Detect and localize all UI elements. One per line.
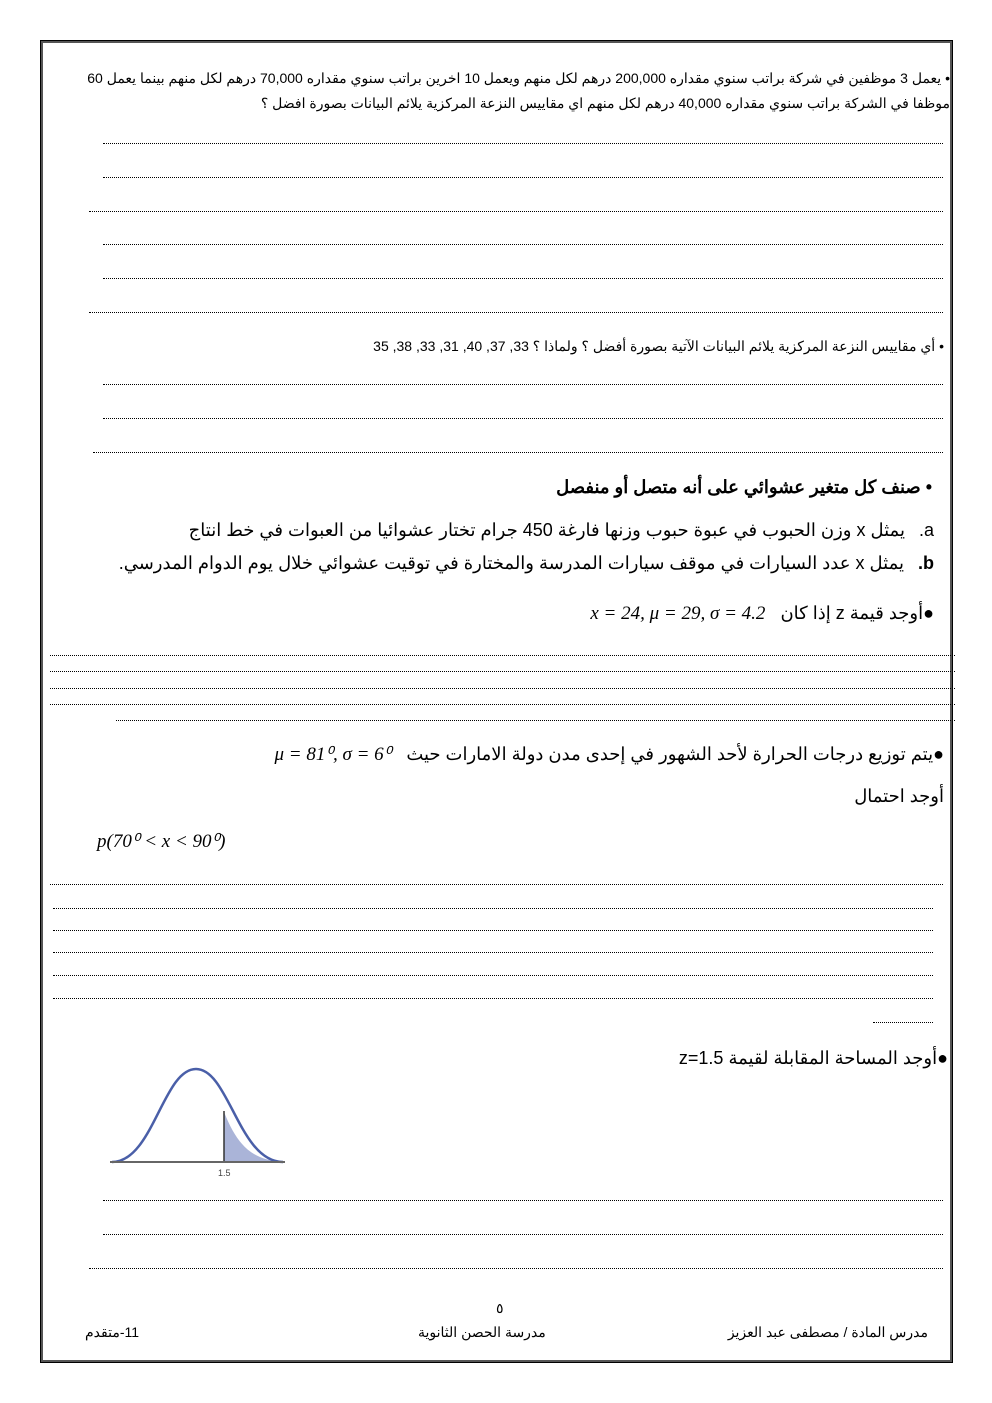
z-tick-label: 1.5	[218, 1168, 231, 1178]
answer-line	[50, 688, 955, 689]
answer-line	[53, 975, 933, 976]
answer-line	[89, 1268, 943, 1269]
answer-line	[93, 452, 943, 453]
answer-line	[50, 884, 943, 885]
answer-line	[103, 143, 943, 144]
answer-line	[103, 278, 943, 279]
answer-line	[103, 418, 943, 419]
q1-line1: • يعمل 3 موظفين في شركة براتب سنوي مقداره 200,000 درهم لكل منهم ويعمل 10 اخرين براتب سنوي مقداره 70,000 درهم لكل منهم بينما يعمل 60	[87, 70, 950, 86]
q3-a-text: يمثل x وزن الحبوب في عبوة حبوب وزنها فارغة 450 جرام تختار عشوائيا من العبوات في خط انتاج	[188, 520, 905, 540]
answer-line	[103, 1200, 943, 1201]
answer-line	[103, 177, 943, 178]
answer-line	[50, 704, 955, 705]
answer-line	[89, 312, 943, 313]
q5-find: أوجد احتمال	[854, 786, 944, 806]
answer-line	[53, 908, 933, 909]
shaded-area	[224, 1112, 283, 1162]
footer-teacher: مدرس المادة / مصطفى عبد العزيز	[727, 1324, 928, 1340]
answer-line	[89, 211, 943, 212]
answer-line	[50, 671, 955, 672]
q1-line2: موظفا في الشركة براتب سنوي مقداره 40,000 درهم لكل منهم اي مقاييس النزعة المركزية يلائم البيانات بصورة افضل ؟	[260, 95, 950, 111]
q5	[275, 743, 945, 766]
answer-line	[53, 952, 933, 953]
footer-school: مدرسة الحصن الثانوية	[418, 1324, 546, 1340]
q5-math: μ = 81⁰, σ = 6⁰	[274, 744, 392, 765]
answer-line	[103, 384, 943, 385]
q2-text: • أي مقاييس النزعة المركزية يلائم البيانات الآتية بصورة أفضل ؟ ولماذا ؟ 33, 37, 40, 31, 33, 38, 35	[373, 338, 944, 354]
q5-text: ●يتم توزيع درجات الحرارة لأحد الشهور في إحدى مدن دولة الامارات حيث	[406, 744, 944, 764]
footer-grade: 11-متقدم	[85, 1324, 140, 1340]
q3-b-label: b.	[917, 553, 934, 573]
q3-item-b	[119, 553, 934, 574]
answer-line	[50, 655, 955, 656]
normal-curve-graph	[108, 1062, 288, 1182]
q3-title: • صنف كل متغير عشوائي على أنه متصل أو منفصل	[556, 477, 932, 497]
answer-line	[103, 1234, 943, 1235]
q5-prob: p(70⁰ < x < 90⁰)	[97, 831, 226, 852]
q3-a-label: a.	[918, 520, 934, 540]
answer-line	[53, 930, 933, 931]
q3-item-a	[189, 520, 934, 541]
q6-text: ●أوجد المساحة المقابلة لقيمة z=1.5	[678, 1048, 948, 1068]
answer-line	[873, 1022, 933, 1023]
q4-math: x = 24, μ = 29, σ = 4.2	[590, 603, 766, 624]
answer-line	[53, 998, 933, 999]
page-number: ٥	[496, 1300, 504, 1316]
q4	[590, 603, 934, 625]
answer-line	[103, 244, 943, 245]
q4-text: ●أوجد قيمة z إذا كان	[780, 603, 934, 623]
normal-curve	[112, 1069, 283, 1162]
q3-b-text: يمثل x عدد السيارات في موقف سيارات المدرسة والمختارة في توقيت عشوائي خلال يوم الدوام المدرسي.	[118, 553, 904, 573]
answer-line	[116, 720, 955, 721]
